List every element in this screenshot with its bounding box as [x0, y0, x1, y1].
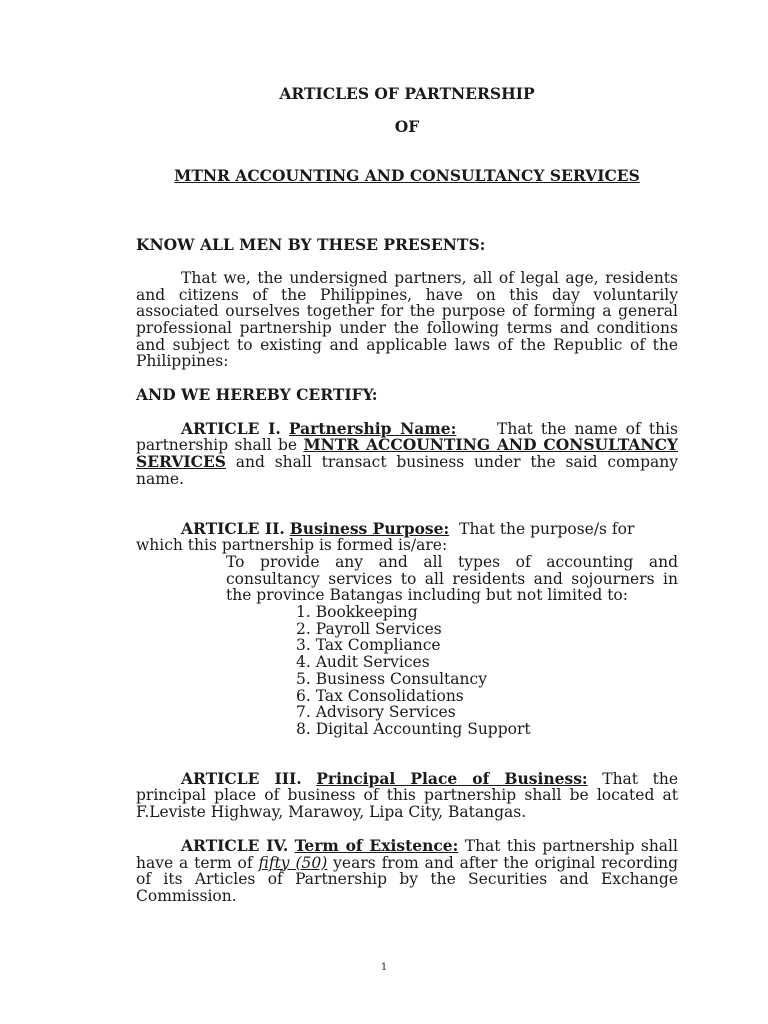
title-line-2: OF	[394, 116, 420, 136]
article-1-heading: Partnership Name:	[288, 418, 457, 438]
article-2	[136, 518, 678, 555]
article-1	[136, 418, 679, 488]
certify-heading: AND WE HEREBY CERTIFY:	[136, 385, 378, 405]
article-2-heading: Business Purpose:	[289, 518, 450, 538]
company-title: MTNR ACCOUNTING AND CONSULTANCY SERVICES	[174, 166, 640, 186]
article-1-label: ARTICLE I.	[181, 418, 281, 438]
article-1-company-name: MNTR ACCOUNTING AND CONSULTANCY SERVICES	[136, 435, 678, 472]
article-4-heading: Term of Existence:	[294, 835, 459, 855]
list-item: 6. Tax Consolidations	[296, 686, 464, 705]
article-3-label: ARTICLE III.	[181, 768, 302, 788]
article-4-label: ARTICLE IV.	[181, 835, 289, 855]
list-item: 8. Digital Accounting Support	[296, 719, 531, 738]
list-item: 5. Business Consultancy	[296, 669, 487, 688]
article-2-label: ARTICLE II.	[181, 518, 285, 538]
article-1-text-a: That the name of this partnership shall be	[136, 419, 679, 455]
list-item: 7. Advisory Services	[296, 703, 456, 722]
article-2-text: That the purpose/s for which this partnership is formed is/are:	[136, 519, 635, 555]
article-3-heading: Principal Place of Business:	[316, 768, 588, 788]
article-4	[136, 835, 678, 905]
services-list	[296, 604, 678, 738]
preamble-text: That we, the undersigned partners, all of legal age, residents and citizens of the Philippines, have on this day voluntarily associated ourselves together for the purpose of forming a general professional partnership under the following terms and conditions and subject to existing and applicable laws of the Republic of the Philippines:	[136, 268, 678, 371]
page-number: 1	[380, 962, 388, 973]
article-1-text-b: and shall transact business under the said company name.	[136, 453, 678, 488]
list-item: 2. Payroll Services	[296, 619, 442, 638]
article-3-text: That the principal place of business of this partnership shall be located at F.Leviste Highway, Marawoy, Lipa City, Batangas.	[136, 769, 678, 822]
article-4-text-a: That this partnership shall have a term of	[136, 836, 678, 872]
title-line-3	[136, 168, 678, 185]
list-item: 3. Tax Compliance	[296, 636, 441, 655]
document-page	[136, 86, 678, 905]
list-item: 1. Bookkeeping	[296, 603, 418, 622]
list-item: 4. Audit Services	[296, 653, 430, 672]
article-3	[136, 768, 678, 822]
article-2-purpose: To provide any and all types of accounting and consultancy services to all residents and sojourners in the province Batangas including but not limited to:	[226, 552, 678, 605]
article-4-text-b: years from and after the original recording of its Articles of Partnership by the Securities and Exchange Commission.	[136, 853, 678, 905]
title-line-1: ARTICLES OF PARTNERSHIP	[279, 84, 535, 103]
article-4-term: fifty (50)	[258, 853, 328, 872]
preamble-heading: KNOW ALL MEN BY THESE PRESENTS:	[136, 235, 486, 255]
